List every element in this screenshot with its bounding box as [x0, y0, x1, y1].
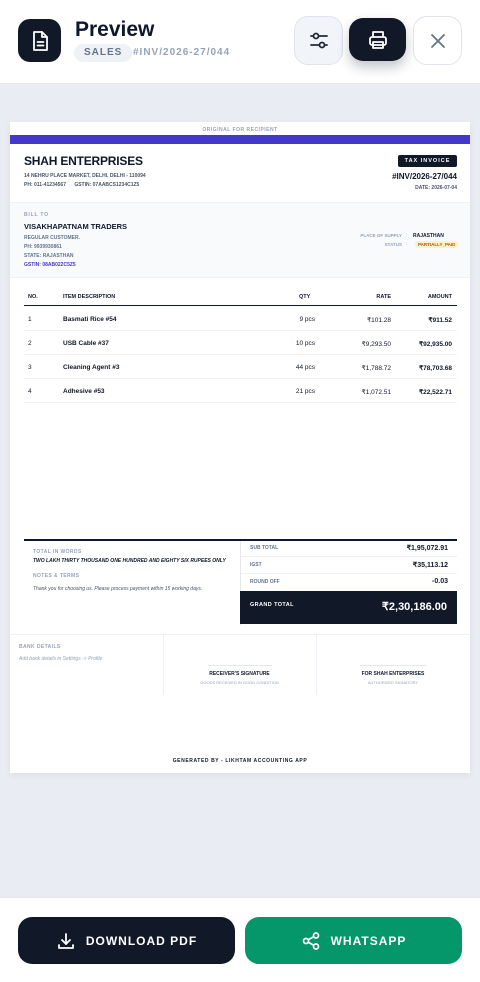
download-pdf-label: DOWNLOAD PDF: [85, 933, 198, 948]
table-row: [24, 355, 457, 379]
receiver-signature-line: [208, 665, 272, 666]
row-rate: ₹1,072.51: [361, 389, 391, 396]
subtotal-value: ₹1,95,072.91: [406, 545, 448, 552]
company-signature-line: [360, 665, 426, 666]
kv-separator: :: [406, 232, 408, 238]
download-icon: [56, 931, 76, 951]
kv-separator: :: [406, 241, 408, 247]
row-qty: 9 pcs: [299, 316, 315, 323]
receiver-signature-sub: GOODS RECEIVED IN GOOD CONDITION: [200, 680, 279, 685]
receiver-signature-title: RECEIVER'S SIGNATURE: [209, 671, 270, 677]
grand-total-value: ₹2,30,186.00: [381, 601, 447, 613]
words-heading: TOTAL IN WORDS: [33, 549, 82, 555]
app-header: [0, 0, 480, 84]
signature-divider: [316, 635, 317, 695]
close-icon: [428, 31, 448, 51]
notes-heading: NOTES & TERMS: [33, 573, 80, 579]
place-of-supply-label: PLACE OF SUPPLY: [360, 233, 402, 238]
bill-to-heading: BILL TO: [24, 212, 49, 218]
bank-heading: BANK DETAILS: [19, 644, 61, 650]
row-qty: 21 pcs: [295, 388, 315, 395]
row-amount: ₹78,703.68: [418, 365, 452, 372]
customer-gstin: GSTIN: 08AB022C5Z5: [24, 262, 76, 268]
company-signature-sub: AUTHORIZED SIGNATORY: [367, 680, 419, 685]
bottom-action-bar: [0, 897, 480, 982]
roundoff-row: [241, 574, 457, 591]
col-qty: QTY: [299, 294, 311, 300]
signature-divider: [163, 635, 164, 695]
igst-label: IGST: [250, 562, 262, 568]
igst-value: ₹35,113.12: [412, 562, 448, 569]
subtotal-row: [241, 540, 457, 557]
customer-type: REGULAR CUSTOMER.: [24, 235, 81, 241]
row-description: Cleaning Agent #3: [63, 364, 120, 371]
row-no: 4: [28, 388, 32, 395]
row-rate: ₹9,293.50: [361, 341, 391, 348]
row-qty: 10 pcs: [295, 340, 315, 347]
page-title: Preview: [75, 18, 155, 41]
row-amount: ₹92,935.00: [418, 341, 452, 348]
company-address: 14 NEHRU PLACE MARKET, DELHI, DELHI - 110094: [24, 173, 146, 179]
document-icon: [18, 19, 61, 62]
roundoff-value: -0.03: [432, 578, 448, 585]
roundoff-label: ROUND OFF: [250, 579, 280, 585]
place-of-supply: RAJASTHAN: [413, 233, 444, 239]
row-description: Basmati Rice #54: [63, 316, 117, 323]
generated-by: GENERATED BY - LIKHTAM ACCOUNTING APP: [172, 758, 308, 764]
status-badge: PARTIALLY_PAID: [415, 241, 458, 248]
col-amount: AMOUNT: [427, 294, 452, 300]
row-rate: ₹101.28: [366, 317, 391, 324]
row-qty: 44 pcs: [295, 364, 315, 371]
copy-label: ORIGINAL FOR RECIPIENT: [202, 127, 278, 133]
bank-details-hint: Add bank details in Settings -> Profile: [19, 656, 103, 662]
items-table-header: [24, 288, 457, 306]
amount-in-words: TWO LAKH THIRTY THOUSAND ONE HUNDRED AND EIGHTY SIX RUPEES ONLY: [33, 558, 226, 564]
header-invoice-id: #INV/2026-27/044: [133, 47, 231, 58]
row-rate: ₹1,788.72: [361, 365, 391, 372]
customer-phone: PH: 9939930861: [24, 244, 62, 250]
invoice-date: DATE: 2026-07-04: [415, 185, 457, 191]
filter-button[interactable]: [294, 16, 343, 65]
invoice-document: [10, 122, 470, 773]
close-button[interactable]: [413, 16, 462, 65]
whatsapp-button[interactable]: [245, 917, 462, 964]
col-description: ITEM DESCRIPTION: [63, 294, 116, 300]
company-contact: PH: 011-41234567 GSTIN: 07AABCS1234C1Z5: [24, 182, 140, 188]
row-description: USB Cable #37: [63, 340, 109, 347]
table-row: [24, 331, 457, 355]
doc-type-badge: TAX INVOICE: [398, 155, 457, 167]
col-no: NO.: [28, 294, 38, 300]
row-description: Adhesive #53: [63, 388, 105, 395]
printer-icon: [367, 29, 389, 51]
whatsapp-label: WHATSAPP: [330, 933, 407, 948]
signature-rule: [10, 634, 470, 635]
type-badge: SALES: [74, 44, 132, 62]
igst-row: [241, 557, 457, 574]
print-button[interactable]: [349, 18, 406, 61]
subtotal-label: SUB TOTAL: [250, 545, 279, 551]
status-label: STATUS: [384, 242, 402, 247]
row-no: 3: [28, 364, 32, 371]
row-no: 1: [28, 316, 32, 323]
share-icon: [301, 931, 321, 951]
row-amount: ₹911.52: [428, 317, 452, 324]
row-amount: ₹22,522.71: [418, 389, 452, 396]
customer-name: VISAKHAPATNAM TRADERS: [24, 222, 128, 231]
table-row: [24, 307, 457, 331]
grand-total-box: [240, 591, 457, 624]
table-row: [24, 379, 457, 403]
notes-text: Thank you for choosing us. Please process payment within 15 working days.: [33, 586, 203, 592]
company-name: SHAH ENTERPRISES: [24, 154, 143, 168]
col-rate: RATE: [376, 294, 391, 300]
company-signature-title: FOR SHAH ENTERPRISES: [361, 671, 425, 677]
row-no: 2: [28, 340, 32, 347]
grand-total-label: GRAND TOTAL: [250, 602, 294, 608]
download-pdf-button[interactable]: [18, 917, 235, 964]
sliders-icon: [308, 30, 330, 52]
customer-state: STATE: RAJASTHAN: [24, 253, 74, 259]
accent-bar: [10, 135, 470, 144]
invoice-number: #INV/2026-27/044: [392, 172, 457, 181]
